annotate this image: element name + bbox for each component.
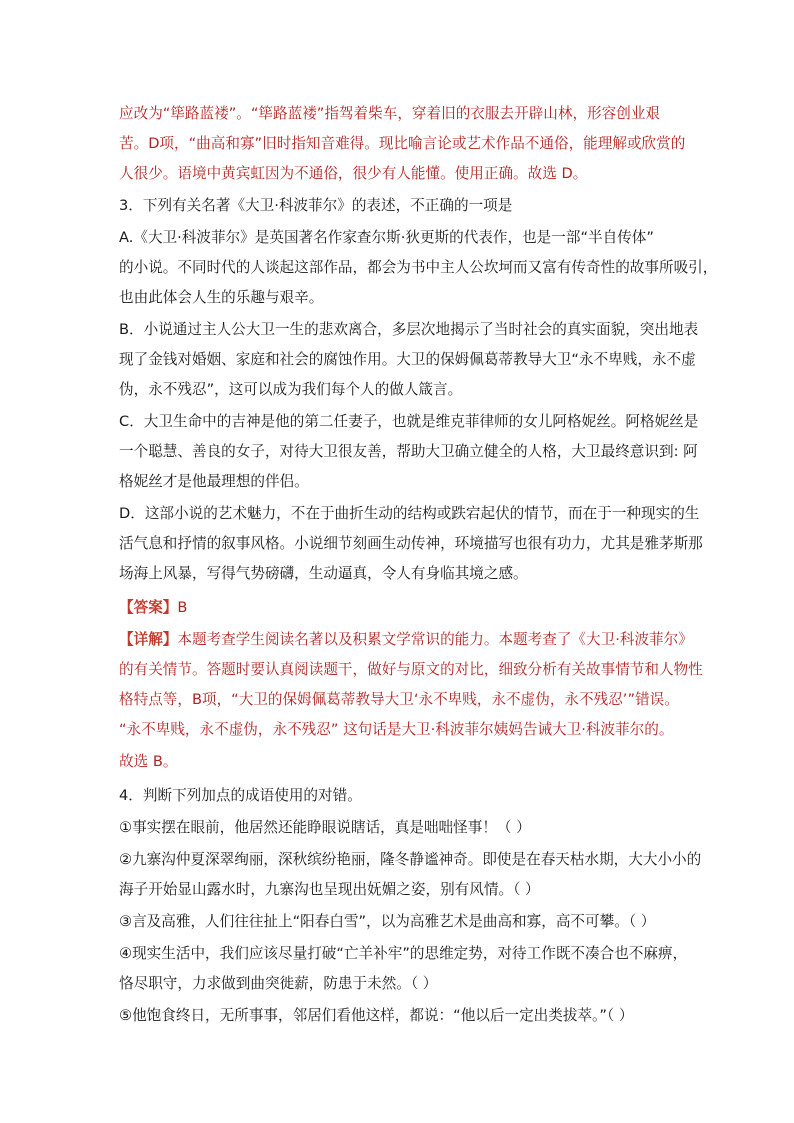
q4-item: ②九寨沟仲夏深翠绚丽，深秋缤纷艳丽，隆冬静谧神奇。即使是在春天枯水期，大大小小的 <box>119 851 702 868</box>
detail-line: “永不卑贱，永不虚伪，永不残忍” 这句话是大卫·科波菲尔姨妈告诫大卫·科波菲尔的。 <box>119 721 674 738</box>
answer-value: B <box>177 599 188 616</box>
explanation-line: 人很少。语境中黄宾虹因为不通俗，很少有人能懂。使用正确。故选 D。 <box>119 165 588 182</box>
detail-line <box>119 630 693 650</box>
option-b-line: 现了金钱对婚姻、家庭和社会的腐蚀作用。大卫的保姆佩葛蒂教导大卫“永不卑贱，永不虚 <box>119 351 696 368</box>
question-3-stem: 3．下列有关名著《大卫·科波菲尔》的表述，不正确的一项是 <box>119 197 513 214</box>
answer-line <box>119 598 187 618</box>
option-c-line: C．大卫生命中的吉神是他的第二任妻子，也就是维克菲律师的女儿阿格妮丝。阿格妮丝是 <box>119 413 699 430</box>
detail-line: 格特点等，B项，“大卫的保姆佩葛蒂教导大卫‘永不卑贱，永不虚伪，永不残忍’”错误。 <box>119 691 679 708</box>
option-b-line: B．小说通过主人公大卫一生的悲欢离合，多层次地揭示了当时社会的真实面貌，突出地表 <box>119 321 699 338</box>
explanation-line: 应改为“筚路蓝褛”。“筚路蓝褛”指驾着柴车，穿着旧的衣服去开辟山林，形容创业艰 <box>119 105 661 122</box>
option-d-line: D．这部小说的艺术魅力，不在于曲折生动的结构或跌宕起伏的情节，而在于一种现实的生 <box>119 505 700 522</box>
option-a-line: 也由此体会人生的乐趣与艰辛。 <box>119 289 324 306</box>
q4-item: 海子开始显山露水时，九寨沟也呈现出妩媚之姿，别有风情。（ ） <box>119 881 540 898</box>
option-a-line: A.《大卫·科波菲尔》是英国著名作家查尔斯·狄更斯的代表作，也是一部“半自传体” <box>119 229 654 246</box>
detail-text: 本题考查学生阅读名著以及积累文学常识的能力。本题考查了《大卫·科波菲尔》 <box>177 631 693 648</box>
option-d-line: 场海上风暴，写得气势磅礴，生动逼真，令人有身临其境之感。 <box>119 565 528 582</box>
detail-tag: 【详解】 <box>119 631 178 648</box>
option-a-line: 的小说。不同时代的人谈起这部作品，都会为书中主人公坎坷而又富有传奇性的故事所吸引， <box>119 259 718 276</box>
q4-item: 恪尽职守，力求做到曲突徙薪，防患于未然。（ ） <box>119 975 438 992</box>
q4-item: ⑤他饱食终日，无所事事，邻居们看他这样，都说：“他以后一定出类拔萃。”（ ） <box>119 1007 634 1024</box>
q4-item: ④现实生活中，我们应该尽量打破“亡羊补牢”的思维定势，对待工作既不凑合也不麻痹， <box>119 945 688 962</box>
explanation-line: 苦。D项，“曲高和寡”旧时指知音难得。现比喻言论或艺术作品不通俗，能理解或欣赏的 <box>119 135 686 152</box>
detail-line: 故选 B。 <box>119 753 178 770</box>
option-d-line: 活气息和抒情的叙事风格。小说细节刻画生动传神，环境描写也很有功力，尤其是雅茅斯那 <box>119 535 703 552</box>
q4-item: ①事实摆在眼前，他居然还能睁眼说瞎话，真是咄咄怪事！（ ） <box>119 819 531 836</box>
q4-item: ③言及高雅，人们往往扯上“阳春白雪”，以为高雅艺术是曲高和寡，高不可攀。（ ） <box>119 913 656 930</box>
option-c-line: 格妮丝才是他最理想的伴侣。 <box>119 473 309 490</box>
option-c-line: 一个聪慧、善良的女子，对待大卫很友善，帮助大卫确立健全的人格，大卫最终意识到: 阿 <box>119 443 698 460</box>
answer-tag: 【答案】 <box>119 599 178 616</box>
detail-line: 的有关情节。答题时要认真阅读题干，做好与原文的对比，细致分析有关故事情节和人物性 <box>119 661 703 678</box>
question-4-stem: 4．判断下列加点的成语使用的对错。 <box>119 787 362 804</box>
option-b-line: 伪，永不残忍”，这可以成为我们每个人的做人箴言。 <box>119 381 463 398</box>
